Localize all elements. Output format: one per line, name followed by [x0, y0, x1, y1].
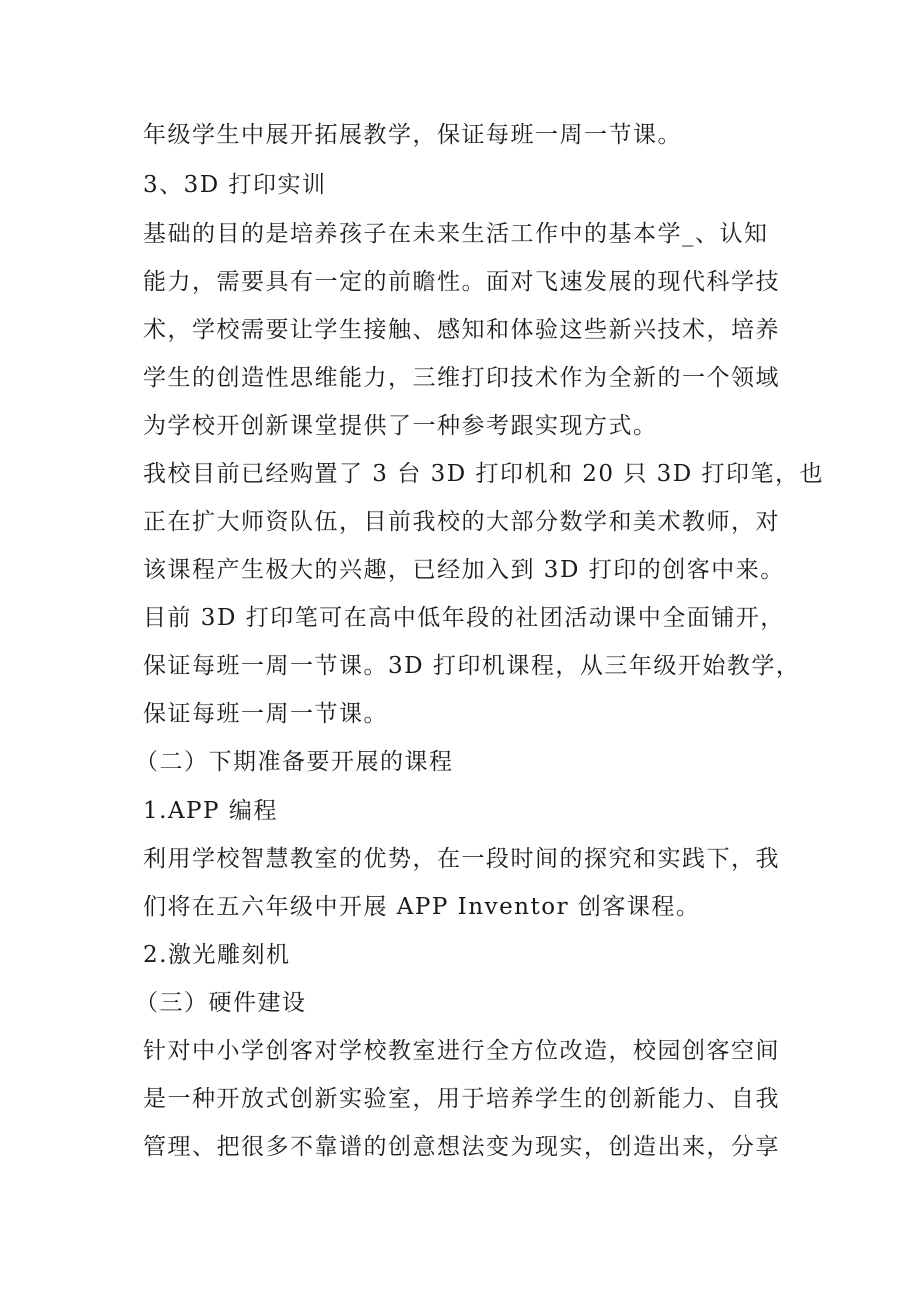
paragraph-line: 管理、把很多不靠谱的创意想法变为现实，创造出来，分享 — [143, 1134, 780, 1160]
section-heading: 1.APP 编程 — [143, 798, 278, 824]
paragraph-line: 是一种开放式创新实验室，用于培养学生的创新能力、自我 — [143, 1086, 780, 1112]
paragraph-line: 我校目前已经购置了 3 台 3D 打印机和 20 只 3D 打印笔，也 — [143, 461, 825, 487]
paragraph-line: 学生的创造性思维能力，三维打印技术作为全新的一个领域 — [143, 365, 780, 391]
paragraph-line: 该课程产生极大的兴趣，已经加入到 3D 打印的创客中来。 — [143, 557, 785, 583]
paragraph-line: 基础的目的是培养孩子在未来生活工作中的基本学_、认知 — [143, 221, 769, 247]
paragraph-line: 目前 3D 打印笔可在高中低年段的社团活动课中全面铺开， — [143, 605, 785, 631]
section-heading: （二）下期准备要开展的课程 — [135, 749, 454, 775]
paragraph-line: 正在扩大师资队伍，目前我校的大部分数学和美术教师，对 — [143, 509, 780, 535]
paragraph-line: 保证每班一周一节课。 — [143, 701, 388, 727]
paragraph-line: 保证每班一周一节课。3D 打印机课程，从三年级开始教学， — [143, 653, 801, 679]
paragraph-line: 针对中小学创客对学校教室进行全方位改造，校园创客空间 — [143, 1038, 780, 1064]
paragraph-line: 术，学校需要让学生接触、感知和体验这些新兴技术，培养 — [143, 317, 780, 343]
section-heading: （三）硬件建设 — [135, 990, 307, 1016]
paragraph-line: 年级学生中展开拓展教学，保证每班一周一节课。 — [143, 122, 682, 148]
section-heading: 2.激光雕刻机 — [143, 942, 291, 968]
section-heading: 3、3D 打印实训 — [143, 172, 327, 198]
paragraph-line: 们将在五六年级中开展 APP Inventor 创客课程。 — [143, 894, 701, 920]
paragraph-line: 为学校开创新课堂提供了一种参考跟实现方式。 — [143, 413, 658, 439]
paragraph-line: 能力，需要具有一定的前瞻性。面对飞速发展的现代科学技 — [143, 269, 780, 295]
paragraph-line: 利用学校智慧教室的优势，在一段时间的探究和实践下，我 — [143, 846, 780, 872]
